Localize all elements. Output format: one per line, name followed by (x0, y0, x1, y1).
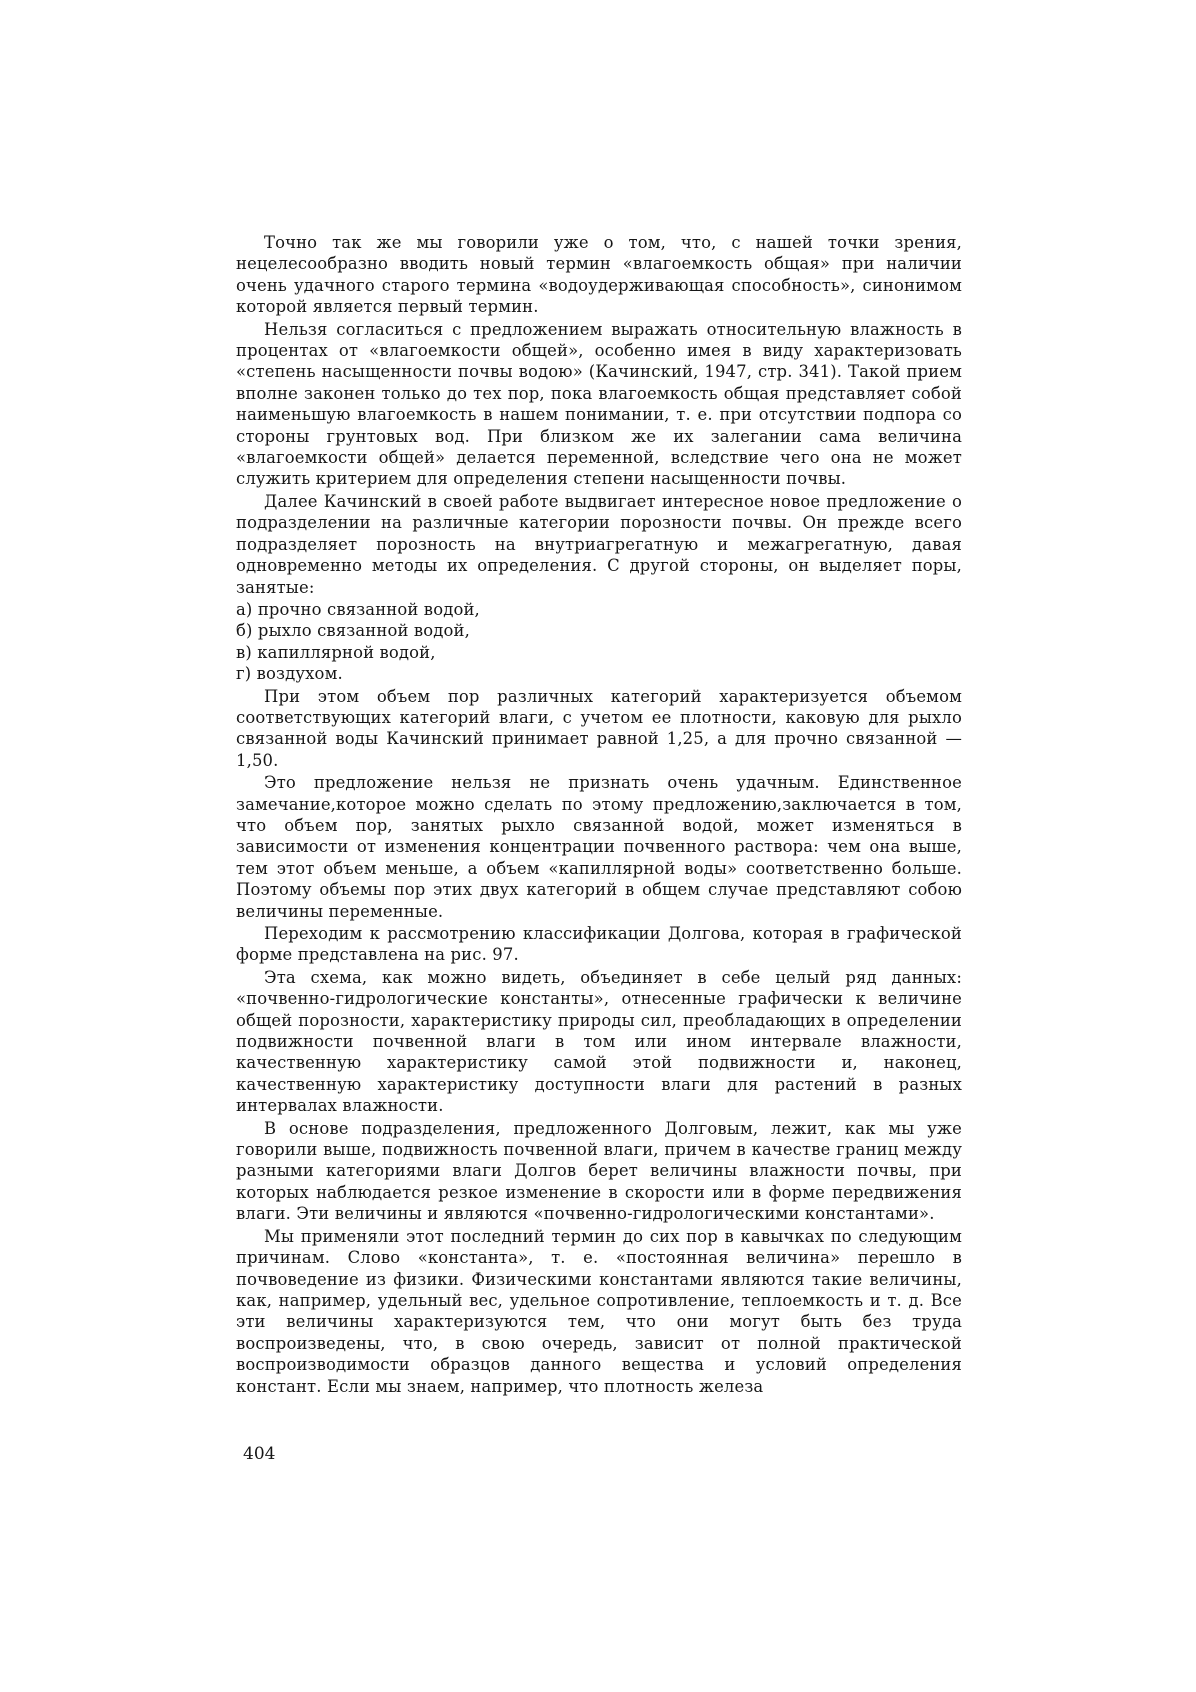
body-text (236, 232, 962, 1398)
paragraph: В основе подразделения, предложенного Долговым, лежит, как мы уже говорили выше, подвижность почвенной влаги, причем в качестве границ между разными категориями влаги Долгов берет величины влажности почвы, при которых наблюдается резкое изменение в скорости или в форме передвижения влаги. Эти величины и являются «почвенно-гидрологическими константами». (236, 1118, 962, 1224)
paragraph: Переходим к рассмотрению классификации Долгова, которая в графической форме представлена на рис. 97. (236, 924, 962, 965)
paragraph: Точно так же мы говорили уже о том, что, с нашей точки зрения, нецелесообразно вводить новый термин «влагоемкость общая» при наличии очень удачного старого термина «водоудерживающая способность», синонимом которой является первый термин. (236, 233, 962, 317)
list-item: а) прочно связанной водой, (236, 599, 480, 619)
pore-category-list (236, 599, 962, 685)
paragraph: Нельзя согласиться с предложением выражать относительную влажность в процентах от «влагоемкости общей», особенно имея в виду характеризовать «степень насыщенности почвы водою» (Качинский, 1947, стр. 341). Такой прием вполне законен только до тех пор, пока влагоемкость общая представляет собой наименьшую влагоемкость в нашем понимании, т. е. при отсутствии подпора со стороны грунтовых вод. При близком же их залегании сама величина «влагоемкости общей» делается переменной, вследствие чего она не может служить критерием для определения степени насыщенности почвы. (236, 319, 962, 489)
paragraph: Мы применяли этот последний термин до сих пор в кавычках по следующим причинам. Слово «константа», т. е. «постоянная величина» перешло в почвоведение из физики. Физическими константами являются такие величины, как, например, удельный вес, удельное сопротивление, теплоемкость и т. д. Все эти величины характеризуются тем, что они могут быть без труда воспроизведены, что, в свою очередь, зависит от полной практической воспроизводимости образцов данного вещества и условий определения констант. Если мы знаем, например, что плотность железа (236, 1226, 962, 1396)
paragraph: При этом объем пор различных категорий характеризуется объемом соответствующих категорий влаги, с учетом ее плотности, каковую для рыхло связанной воды Качинский принимает равной 1,25, а для прочно связанной — 1,50. (236, 686, 962, 770)
paragraph: Это предложение нельзя не признать очень удачным. Единственное замечание,которое можно сделать по этому предложению,заключается в том, что объем пор, занятых рыхло связанной водой, может изменяться в зависимости от изменения концентрации почвенного раствора: чем она выше, тем этот объем меньше, а объем «капиллярной воды» соответственно больше. Поэтому объемы пор этих двух категорий в общем случае представляют собою величины переменные. (236, 773, 962, 921)
list-item: б) рыхло связанной водой, (236, 621, 470, 641)
paragraph: Далее Качинский в своей работе выдвигает интересное новое предложение о подразделении на различные категории порозности почвы. Он прежде всего подразделяет порозность на внутриагрегатную и межагрегатную, давая одновременно методы их определения. С другой стороны, он выделяет поры, занятые: (236, 491, 962, 597)
page-number: 404 (243, 1444, 276, 1464)
list-item: г) воздухом. (236, 664, 343, 684)
paragraph: Эта схема, как можно видеть, объединяет в себе целый ряд данных: «почвенно-гидрологические константы», отнесенные графически к величине общей порозности, характеристику природы сил, преобладающих в определении подвижности почвенной влаги в том или ином интервале влажности, качественную характеристику самой этой подвижности и, наконец, качественную характеристику доступности влаги для растений в разных интервалах влажности. (236, 967, 962, 1116)
list-item: в) капиллярной водой, (236, 642, 436, 662)
